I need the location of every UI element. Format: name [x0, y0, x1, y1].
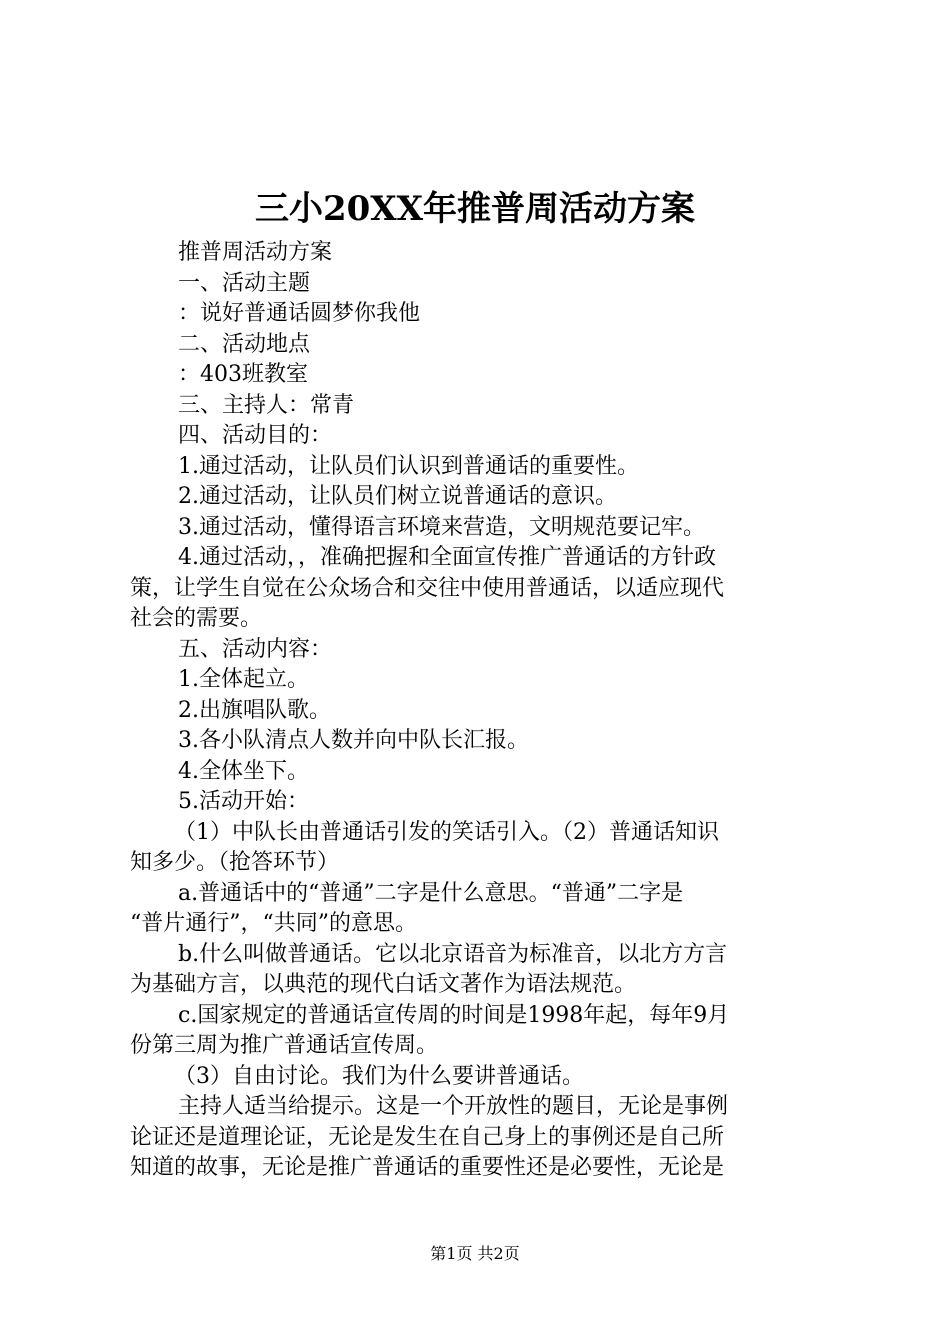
paragraph-line: 4.全体坐下。 — [178, 758, 309, 784]
document-body — [130, 238, 830, 1184]
paragraph-line: （3）自由讨论。我们为什么要讲普通话。 — [174, 1063, 584, 1089]
paragraph-line: 论证还是道理论证，无论是发生在自己身上的事例还是自己所 — [130, 1124, 725, 1150]
paragraph-line: b.什么叫做普通话。它以北京语音为标准音，以北方方言 — [178, 941, 728, 967]
paragraph-line: 主持人适当给提示。这是一个开放性的题目，无论是事例 — [178, 1094, 729, 1119]
paragraph-line: ：说好普通话圆梦你我他 — [178, 301, 421, 326]
paragraph-line: 三、主持人：常青 — [178, 392, 355, 418]
paragraph-line: 五、活动内容： — [178, 636, 333, 662]
paragraph-line: 四、活动目的： — [178, 423, 333, 448]
paragraph-line: 为基础方言，以典范的现代白话文著作为语法规范。 — [130, 972, 637, 997]
paragraph-line: 3.各小队清点人数并向中队长汇报。 — [178, 728, 529, 753]
paragraph-line: “普片通行”，“共同”的意思。 — [130, 911, 417, 936]
page-footer: 第1页 共2页 — [430, 1244, 520, 1263]
paragraph-line: 策，让学生自觉在公众场合和交往中使用普通话，以适应现代 — [130, 575, 725, 601]
paragraph-line: ：403班教室 — [178, 362, 308, 387]
paragraph-line: 知多少。（抢答环节） — [130, 850, 340, 875]
paragraph-line: 2.通过活动，让队员们树立说普通话的意识。 — [178, 484, 617, 509]
paragraph-line: a.普通话中的“普通”二字是什么意思。“普通”二字是 — [178, 880, 684, 906]
paragraph-line: （1）中队长由普通话引发的笑话引入。（2）普通话知识 — [174, 819, 719, 845]
paragraph-line: 1.全体起立。 — [178, 667, 309, 692]
paragraph-line: 4.通过活动，，准确把握和全面宣传推广普通话的方针政 — [178, 545, 716, 570]
paragraph-line: 二、活动地点 — [178, 331, 311, 357]
paragraph-line: 2.出旗唱队歌。 — [178, 697, 331, 723]
paragraph-line: 3.通过活动，懂得语言环境来营造，文明规范要记牢。 — [178, 514, 705, 540]
document-title: 三小20XX年推普周活动方案 — [254, 189, 696, 229]
paragraph-line: 一、活动主题 — [178, 270, 311, 296]
paragraph-line: 1.通过活动，让队员们认识到普通话的重要性。 — [178, 453, 639, 479]
paragraph-line: 社会的需要。 — [130, 606, 263, 631]
paragraph-line: 推普周活动方案 — [178, 240, 333, 265]
paragraph-line: 份第三周为推广普通话宣传周。 — [130, 1033, 439, 1058]
paragraph-line: 知道的故事，无论是推广普通话的重要性还是必要性，无论是 — [130, 1155, 725, 1180]
paragraph-line: c.国家规定的普通话宣传周的时间是1998年起，每年9月 — [178, 1002, 730, 1028]
paragraph-line: 5.活动开始： — [178, 789, 309, 814]
